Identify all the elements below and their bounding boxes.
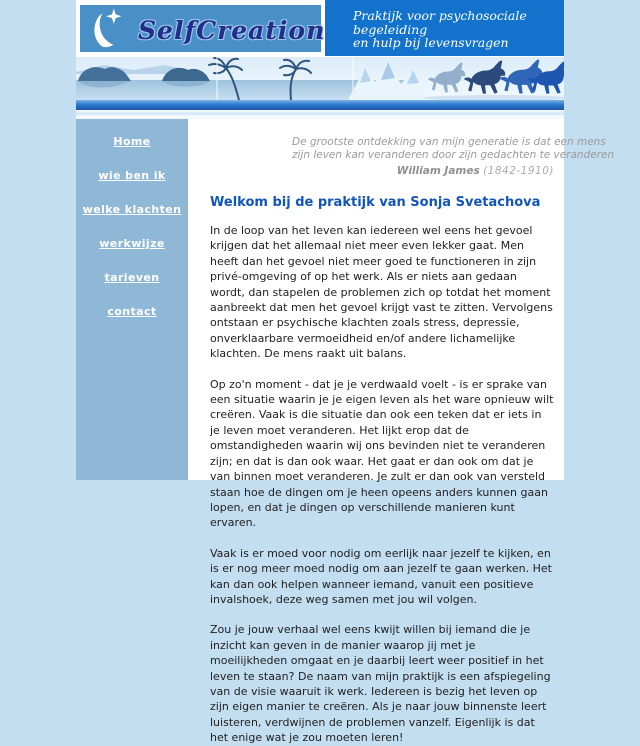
brand-name: SelfCreation bbox=[138, 16, 326, 45]
banner-divider-blue bbox=[76, 100, 564, 110]
quote-years: (1842-1910) bbox=[483, 165, 554, 177]
site-header bbox=[76, 0, 564, 57]
page-container bbox=[76, 0, 615, 745]
logo-box bbox=[80, 5, 326, 52]
body-paragraph: Op zo'n moment - dat je je verdwaald voelt - is er sprake van een situatie waarin je je eigen leven als het ware opnieuw wilt creëren. Vaak is die situatie dan ook een teken dat er iets in je leven moet veranderen. Het lijkt erop dat de omstandigheden waarin wij ons bevinden niet te veranderen zijn; en dat is dan ook waar. Het gaat er dan ook om dat je van binnen moet veranderen. Je zult er dan ook van versteld staan hoe de dingen om je heen opeens anders kunnen gaan lopen, en dat je dingen op verschillende manieren kunt ervaren. bbox=[210, 377, 554, 530]
banner-collage-image bbox=[76, 57, 564, 100]
tagline-box bbox=[325, 0, 564, 56]
banner bbox=[76, 57, 564, 100]
sidebar-item-tarieven[interactable]: tarieven bbox=[104, 271, 160, 284]
tagline-line: Praktijk voor psychosociale bbox=[353, 8, 527, 23]
quote-line: De grootste ontdekking van mijn generatie is dat een mens bbox=[292, 136, 606, 148]
body-paragraph: In de loop van het leven kan iedereen wel eens het gevoel krijgen dat het allemaal niet meer even lekker gaat. Men heeft dan het gevoel niet meer goed te functioneren in zijn privé-omgeving of op het werk. Als er niets aan gedaan wordt, dan stapelen de problemen zich op totdat het moment aanbreekt dat men het gevoel krijgt vast te zitten. Vervolgens ontstaan er psychische klachten zoals stress, depressie, onverklaarbare vermoeidheid en/of andere lichamelijke klachten. De mens raakt uit balans. bbox=[210, 224, 553, 361]
quote-attribution bbox=[292, 165, 554, 178]
main-area bbox=[76, 119, 615, 745]
quote-author: William James bbox=[396, 165, 480, 177]
quote-line: zijn leven kan veranderen door zijn gedachten te veranderen bbox=[292, 149, 615, 161]
quote-block bbox=[292, 136, 615, 178]
body-paragraph: Zou je jouw verhaal wel eens kwijt willen bij iemand die je inzicht kan geven in de manier waarop jij met je moeilijkheden omgaat en je daarbij leert weer positief in het leven te staan? De naam van mijn praktijk is een afspiegeling van de visie waaruit ik werk. Iedereen is bezig het leven op zijn eigen manier te creëren. Als je naar jouw binnenste leert luisteren, verdwijnen de problemen vanzelf. Eigenlijk is dat het enige wat je zou moeten leren! bbox=[210, 623, 551, 745]
sidebar-item-welke-klachten[interactable]: welke klachten bbox=[82, 203, 182, 216]
comet-star-icon bbox=[90, 7, 124, 51]
body-paragraph: Vaak is er moed voor nodig om eerlijk naar jezelf te kijken, en is er nog meer moed nodig om aan jezelf te gaan werken. Het kan dan ook helpen wanneer iemand, vanuit een positieve invalshoek, deze weg samen met jou wil volgen. bbox=[210, 546, 552, 606]
sidebar-item-contact[interactable]: contact bbox=[107, 305, 157, 318]
content-area bbox=[188, 119, 615, 745]
sidebar-nav bbox=[76, 119, 188, 480]
sidebar-item-werkwijze[interactable]: werkwijze bbox=[99, 237, 165, 250]
sidebar-item-wie-ben-ik[interactable]: wie ben ik bbox=[98, 169, 166, 182]
tagline-line: begeleiding bbox=[353, 21, 428, 37]
page-title: Welkom bij de praktijk van Sonja Svetachova bbox=[210, 195, 541, 210]
tagline-line: en hulp bij levensvragen bbox=[353, 35, 509, 50]
sidebar-item-home[interactable]: Home bbox=[113, 135, 151, 148]
banner-divider-light bbox=[76, 110, 564, 119]
